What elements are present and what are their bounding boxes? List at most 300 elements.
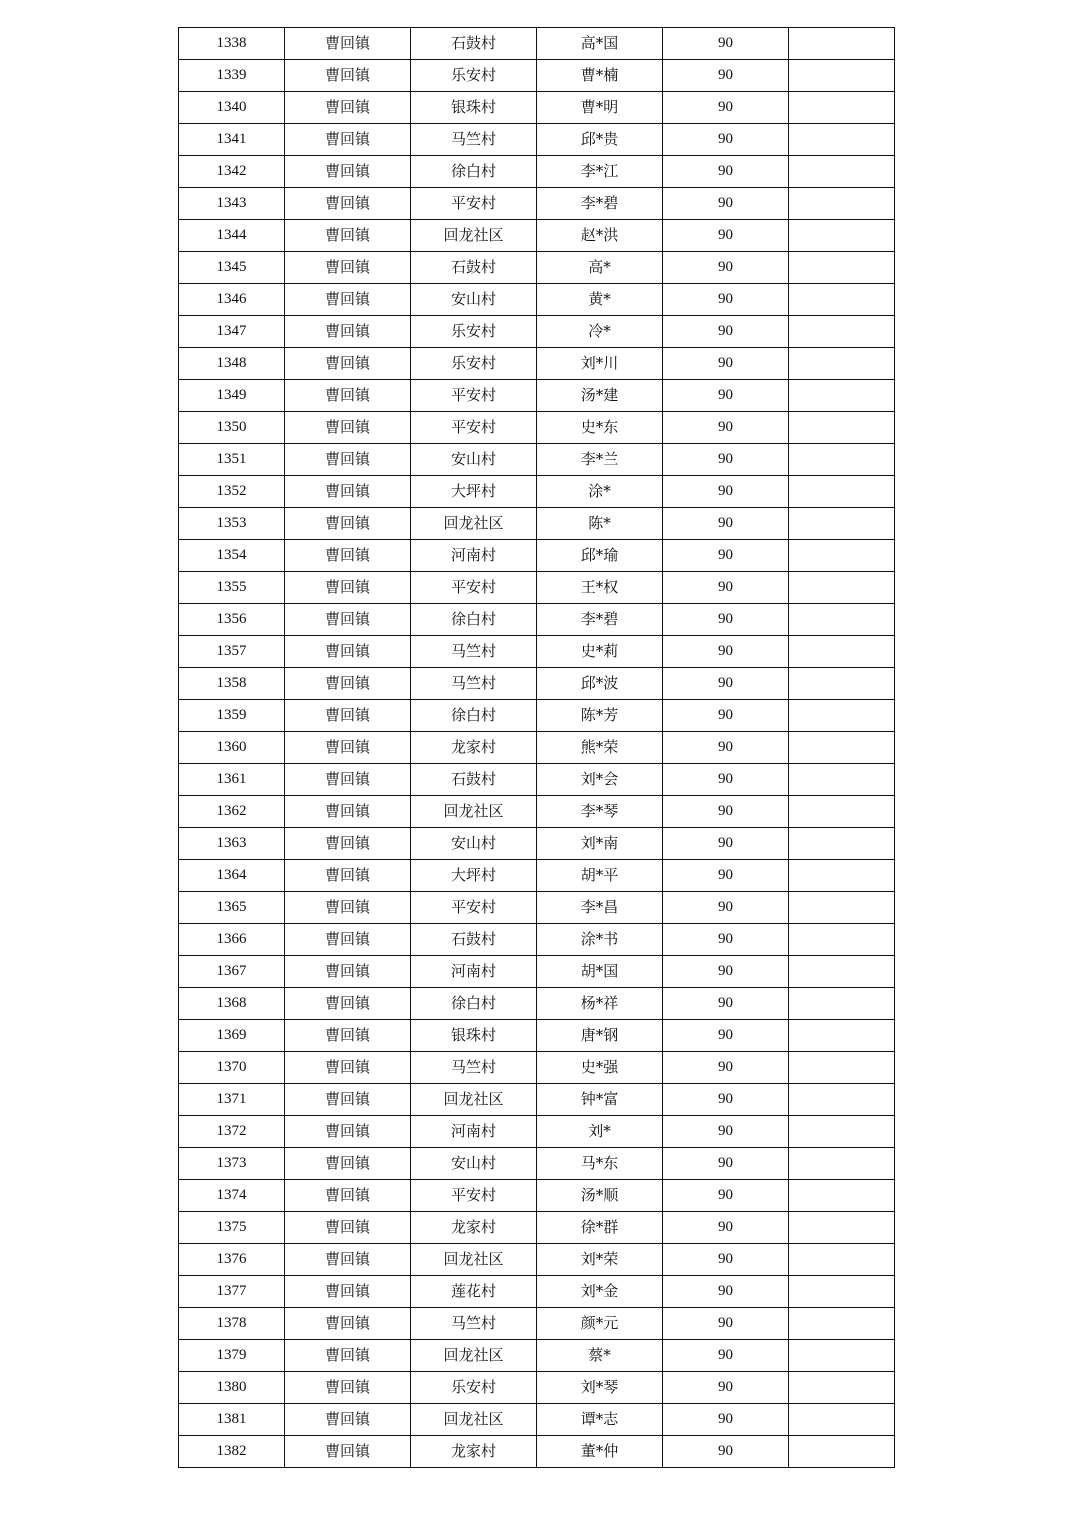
town-cell: 曹回镇	[285, 860, 411, 892]
row-number-cell: 1339	[179, 60, 285, 92]
village-cell: 安山村	[411, 1148, 537, 1180]
amount-cell: 90	[663, 188, 789, 220]
table-row	[179, 1244, 895, 1276]
name-cell: 李*江	[537, 156, 663, 188]
town-cell: 曹回镇	[285, 572, 411, 604]
remark-cell	[789, 156, 895, 188]
village-cell: 乐安村	[411, 1372, 537, 1404]
village-cell: 乐安村	[411, 316, 537, 348]
village-cell: 河南村	[411, 540, 537, 572]
town-cell: 曹回镇	[285, 1244, 411, 1276]
table-row	[179, 92, 895, 124]
amount-cell: 90	[663, 796, 789, 828]
table-row	[179, 444, 895, 476]
table-row	[179, 636, 895, 668]
amount-cell: 90	[663, 28, 789, 60]
row-number-cell: 1376	[179, 1244, 285, 1276]
town-cell: 曹回镇	[285, 412, 411, 444]
name-cell: 马*东	[537, 1148, 663, 1180]
village-cell: 回龙社区	[411, 1084, 537, 1116]
row-number-cell: 1342	[179, 156, 285, 188]
town-cell: 曹回镇	[285, 796, 411, 828]
remark-cell	[789, 796, 895, 828]
name-cell: 徐*群	[537, 1212, 663, 1244]
table-row	[179, 892, 895, 924]
town-cell: 曹回镇	[285, 92, 411, 124]
table-row	[179, 1084, 895, 1116]
table-row	[179, 1116, 895, 1148]
village-cell: 河南村	[411, 956, 537, 988]
name-cell: 涂*书	[537, 924, 663, 956]
town-cell: 曹回镇	[285, 540, 411, 572]
table-row	[179, 924, 895, 956]
town-cell: 曹回镇	[285, 668, 411, 700]
table-row	[179, 1180, 895, 1212]
name-cell: 刘*南	[537, 828, 663, 860]
village-cell: 平安村	[411, 380, 537, 412]
remark-cell	[789, 860, 895, 892]
remark-cell	[789, 252, 895, 284]
row-number-cell: 1373	[179, 1148, 285, 1180]
village-cell: 徐白村	[411, 700, 537, 732]
amount-cell: 90	[663, 700, 789, 732]
name-cell: 涂*	[537, 476, 663, 508]
remark-cell	[789, 668, 895, 700]
town-cell: 曹回镇	[285, 1084, 411, 1116]
village-cell: 回龙社区	[411, 796, 537, 828]
row-number-cell: 1369	[179, 1020, 285, 1052]
village-cell: 石鼓村	[411, 28, 537, 60]
remark-cell	[789, 1244, 895, 1276]
town-cell: 曹回镇	[285, 508, 411, 540]
remark-cell	[789, 892, 895, 924]
name-cell: 邱*瑜	[537, 540, 663, 572]
village-cell: 河南村	[411, 1116, 537, 1148]
row-number-cell: 1364	[179, 860, 285, 892]
village-cell: 安山村	[411, 444, 537, 476]
town-cell: 曹回镇	[285, 220, 411, 252]
town-cell: 曹回镇	[285, 348, 411, 380]
village-cell: 平安村	[411, 188, 537, 220]
village-cell: 回龙社区	[411, 1340, 537, 1372]
remark-cell	[789, 92, 895, 124]
town-cell: 曹回镇	[285, 1308, 411, 1340]
name-cell: 杨*祥	[537, 988, 663, 1020]
table-row	[179, 988, 895, 1020]
village-cell: 龙家村	[411, 732, 537, 764]
town-cell: 曹回镇	[285, 188, 411, 220]
remark-cell	[789, 1404, 895, 1436]
name-cell: 李*碧	[537, 188, 663, 220]
table-row	[179, 828, 895, 860]
table-row	[179, 732, 895, 764]
table-row	[179, 796, 895, 828]
table-row	[179, 572, 895, 604]
amount-cell: 90	[663, 124, 789, 156]
row-number-cell: 1359	[179, 700, 285, 732]
village-cell: 安山村	[411, 828, 537, 860]
town-cell: 曹回镇	[285, 252, 411, 284]
roster-body	[179, 28, 895, 1468]
remark-cell	[789, 1020, 895, 1052]
table-row	[179, 316, 895, 348]
town-cell: 曹回镇	[285, 828, 411, 860]
remark-cell	[789, 1276, 895, 1308]
name-cell: 刘*会	[537, 764, 663, 796]
table-row	[179, 156, 895, 188]
name-cell: 蔡*	[537, 1340, 663, 1372]
amount-cell: 90	[663, 252, 789, 284]
table-row	[179, 1020, 895, 1052]
table-row	[179, 1308, 895, 1340]
name-cell: 汤*顺	[537, 1180, 663, 1212]
amount-cell: 90	[663, 1084, 789, 1116]
table-row	[179, 476, 895, 508]
name-cell: 李*兰	[537, 444, 663, 476]
village-cell: 石鼓村	[411, 924, 537, 956]
row-number-cell: 1377	[179, 1276, 285, 1308]
name-cell: 曹*明	[537, 92, 663, 124]
row-number-cell: 1360	[179, 732, 285, 764]
table-row	[179, 1340, 895, 1372]
village-cell: 马竺村	[411, 1052, 537, 1084]
name-cell: 邱*贵	[537, 124, 663, 156]
table-row	[179, 668, 895, 700]
town-cell: 曹回镇	[285, 732, 411, 764]
amount-cell: 90	[663, 476, 789, 508]
table-row	[179, 380, 895, 412]
table-row	[179, 412, 895, 444]
row-number-cell: 1352	[179, 476, 285, 508]
amount-cell: 90	[663, 636, 789, 668]
remark-cell	[789, 1084, 895, 1116]
village-cell: 平安村	[411, 572, 537, 604]
amount-cell: 90	[663, 1148, 789, 1180]
amount-cell: 90	[663, 1372, 789, 1404]
row-number-cell: 1356	[179, 604, 285, 636]
village-cell: 徐白村	[411, 156, 537, 188]
village-cell: 龙家村	[411, 1436, 537, 1468]
name-cell: 钟*富	[537, 1084, 663, 1116]
name-cell: 刘*金	[537, 1276, 663, 1308]
table-row	[179, 28, 895, 60]
name-cell: 邱*波	[537, 668, 663, 700]
row-number-cell: 1361	[179, 764, 285, 796]
amount-cell: 90	[663, 508, 789, 540]
name-cell: 刘*川	[537, 348, 663, 380]
name-cell: 黄*	[537, 284, 663, 316]
table-row	[179, 60, 895, 92]
village-cell: 大坪村	[411, 476, 537, 508]
row-number-cell: 1370	[179, 1052, 285, 1084]
table-row	[179, 508, 895, 540]
amount-cell: 90	[663, 284, 789, 316]
amount-cell: 90	[663, 1180, 789, 1212]
town-cell: 曹回镇	[285, 476, 411, 508]
remark-cell	[789, 1340, 895, 1372]
village-cell: 平安村	[411, 412, 537, 444]
row-number-cell: 1350	[179, 412, 285, 444]
row-number-cell: 1371	[179, 1084, 285, 1116]
name-cell: 高*国	[537, 28, 663, 60]
town-cell: 曹回镇	[285, 604, 411, 636]
amount-cell: 90	[663, 604, 789, 636]
town-cell: 曹回镇	[285, 380, 411, 412]
village-cell: 安山村	[411, 284, 537, 316]
town-cell: 曹回镇	[285, 1148, 411, 1180]
village-cell: 平安村	[411, 1180, 537, 1212]
table-row	[179, 860, 895, 892]
table-row	[179, 1148, 895, 1180]
name-cell: 唐*钢	[537, 1020, 663, 1052]
remark-cell	[789, 28, 895, 60]
town-cell: 曹回镇	[285, 284, 411, 316]
row-number-cell: 1381	[179, 1404, 285, 1436]
name-cell: 董*仲	[537, 1436, 663, 1468]
town-cell: 曹回镇	[285, 1372, 411, 1404]
village-cell: 马竺村	[411, 668, 537, 700]
town-cell: 曹回镇	[285, 28, 411, 60]
amount-cell: 90	[663, 540, 789, 572]
name-cell: 陈*	[537, 508, 663, 540]
name-cell: 王*权	[537, 572, 663, 604]
remark-cell	[789, 636, 895, 668]
town-cell: 曹回镇	[285, 1052, 411, 1084]
row-number-cell: 1378	[179, 1308, 285, 1340]
table-row	[179, 348, 895, 380]
remark-cell	[789, 956, 895, 988]
row-number-cell: 1382	[179, 1436, 285, 1468]
remark-cell	[789, 1372, 895, 1404]
village-cell: 徐白村	[411, 604, 537, 636]
town-cell: 曹回镇	[285, 316, 411, 348]
row-number-cell: 1367	[179, 956, 285, 988]
row-number-cell: 1349	[179, 380, 285, 412]
amount-cell: 90	[663, 1212, 789, 1244]
town-cell: 曹回镇	[285, 1020, 411, 1052]
amount-cell: 90	[663, 1308, 789, 1340]
row-number-cell: 1354	[179, 540, 285, 572]
village-cell: 回龙社区	[411, 220, 537, 252]
row-number-cell: 1338	[179, 28, 285, 60]
amount-cell: 90	[663, 1116, 789, 1148]
village-cell: 石鼓村	[411, 252, 537, 284]
amount-cell: 90	[663, 156, 789, 188]
name-cell: 熊*荣	[537, 732, 663, 764]
row-number-cell: 1372	[179, 1116, 285, 1148]
name-cell: 汤*建	[537, 380, 663, 412]
table-row	[179, 1052, 895, 1084]
remark-cell	[789, 1116, 895, 1148]
name-cell: 陈*芳	[537, 700, 663, 732]
amount-cell: 90	[663, 348, 789, 380]
name-cell: 李*昌	[537, 892, 663, 924]
remark-cell	[789, 220, 895, 252]
amount-cell: 90	[663, 1404, 789, 1436]
table-row	[179, 188, 895, 220]
name-cell: 刘*	[537, 1116, 663, 1148]
table-row	[179, 220, 895, 252]
name-cell: 刘*琴	[537, 1372, 663, 1404]
row-number-cell: 1355	[179, 572, 285, 604]
remark-cell	[789, 540, 895, 572]
amount-cell: 90	[663, 732, 789, 764]
row-number-cell: 1368	[179, 988, 285, 1020]
table-row	[179, 540, 895, 572]
row-number-cell: 1357	[179, 636, 285, 668]
name-cell: 胡*国	[537, 956, 663, 988]
amount-cell: 90	[663, 1276, 789, 1308]
row-number-cell: 1362	[179, 796, 285, 828]
row-number-cell: 1343	[179, 188, 285, 220]
name-cell: 颜*元	[537, 1308, 663, 1340]
table-row	[179, 956, 895, 988]
amount-cell: 90	[663, 220, 789, 252]
name-cell: 史*莉	[537, 636, 663, 668]
village-cell: 乐安村	[411, 348, 537, 380]
row-number-cell: 1345	[179, 252, 285, 284]
amount-cell: 90	[663, 380, 789, 412]
name-cell: 高*	[537, 252, 663, 284]
town-cell: 曹回镇	[285, 156, 411, 188]
table-row	[179, 1436, 895, 1468]
roster-table	[178, 27, 895, 1468]
village-cell: 平安村	[411, 892, 537, 924]
remark-cell	[789, 1436, 895, 1468]
remark-cell	[789, 1180, 895, 1212]
remark-cell	[789, 1212, 895, 1244]
name-cell: 胡*平	[537, 860, 663, 892]
remark-cell	[789, 700, 895, 732]
row-number-cell: 1374	[179, 1180, 285, 1212]
remark-cell	[789, 316, 895, 348]
amount-cell: 90	[663, 860, 789, 892]
remark-cell	[789, 604, 895, 636]
town-cell: 曹回镇	[285, 1436, 411, 1468]
table-row	[179, 700, 895, 732]
town-cell: 曹回镇	[285, 124, 411, 156]
row-number-cell: 1348	[179, 348, 285, 380]
town-cell: 曹回镇	[285, 956, 411, 988]
amount-cell: 90	[663, 1436, 789, 1468]
table-row	[179, 1212, 895, 1244]
remark-cell	[789, 1308, 895, 1340]
name-cell: 李*碧	[537, 604, 663, 636]
amount-cell: 90	[663, 764, 789, 796]
row-number-cell: 1365	[179, 892, 285, 924]
town-cell: 曹回镇	[285, 700, 411, 732]
amount-cell: 90	[663, 1020, 789, 1052]
village-cell: 马竺村	[411, 124, 537, 156]
name-cell: 刘*荣	[537, 1244, 663, 1276]
amount-cell: 90	[663, 828, 789, 860]
village-cell: 龙家村	[411, 1212, 537, 1244]
table-row	[179, 252, 895, 284]
village-cell: 回龙社区	[411, 1404, 537, 1436]
remark-cell	[789, 476, 895, 508]
row-number-cell: 1341	[179, 124, 285, 156]
remark-cell	[789, 732, 895, 764]
remark-cell	[789, 764, 895, 796]
name-cell: 谭*志	[537, 1404, 663, 1436]
row-number-cell: 1379	[179, 1340, 285, 1372]
remark-cell	[789, 572, 895, 604]
name-cell: 赵*洪	[537, 220, 663, 252]
row-number-cell: 1363	[179, 828, 285, 860]
village-cell: 银珠村	[411, 92, 537, 124]
town-cell: 曹回镇	[285, 1212, 411, 1244]
town-cell: 曹回镇	[285, 892, 411, 924]
village-cell: 乐安村	[411, 60, 537, 92]
amount-cell: 90	[663, 1244, 789, 1276]
row-number-cell: 1380	[179, 1372, 285, 1404]
remark-cell	[789, 60, 895, 92]
town-cell: 曹回镇	[285, 1276, 411, 1308]
town-cell: 曹回镇	[285, 764, 411, 796]
amount-cell: 90	[663, 92, 789, 124]
amount-cell: 90	[663, 956, 789, 988]
name-cell: 曹*楠	[537, 60, 663, 92]
village-cell: 石鼓村	[411, 764, 537, 796]
amount-cell: 90	[663, 1340, 789, 1372]
town-cell: 曹回镇	[285, 988, 411, 1020]
town-cell: 曹回镇	[285, 1404, 411, 1436]
row-number-cell: 1346	[179, 284, 285, 316]
amount-cell: 90	[663, 572, 789, 604]
village-cell: 马竺村	[411, 636, 537, 668]
remark-cell	[789, 1148, 895, 1180]
town-cell: 曹回镇	[285, 636, 411, 668]
name-cell: 冷*	[537, 316, 663, 348]
remark-cell	[789, 124, 895, 156]
remark-cell	[789, 188, 895, 220]
remark-cell	[789, 924, 895, 956]
table-row	[179, 1372, 895, 1404]
remark-cell	[789, 828, 895, 860]
remark-cell	[789, 412, 895, 444]
village-cell: 徐白村	[411, 988, 537, 1020]
amount-cell: 90	[663, 444, 789, 476]
remark-cell	[789, 348, 895, 380]
name-cell: 史*强	[537, 1052, 663, 1084]
table-row	[179, 764, 895, 796]
town-cell: 曹回镇	[285, 924, 411, 956]
table-row	[179, 124, 895, 156]
amount-cell: 90	[663, 668, 789, 700]
village-cell: 马竺村	[411, 1308, 537, 1340]
remark-cell	[789, 508, 895, 540]
row-number-cell: 1375	[179, 1212, 285, 1244]
amount-cell: 90	[663, 412, 789, 444]
name-cell: 李*琴	[537, 796, 663, 828]
row-number-cell: 1358	[179, 668, 285, 700]
row-number-cell: 1347	[179, 316, 285, 348]
row-number-cell: 1351	[179, 444, 285, 476]
amount-cell: 90	[663, 892, 789, 924]
row-number-cell: 1340	[179, 92, 285, 124]
village-cell: 大坪村	[411, 860, 537, 892]
remark-cell	[789, 1052, 895, 1084]
amount-cell: 90	[663, 988, 789, 1020]
name-cell: 史*东	[537, 412, 663, 444]
amount-cell: 90	[663, 1052, 789, 1084]
village-cell: 回龙社区	[411, 1244, 537, 1276]
remark-cell	[789, 380, 895, 412]
village-cell: 回龙社区	[411, 508, 537, 540]
amount-cell: 90	[663, 924, 789, 956]
row-number-cell: 1344	[179, 220, 285, 252]
amount-cell: 90	[663, 60, 789, 92]
